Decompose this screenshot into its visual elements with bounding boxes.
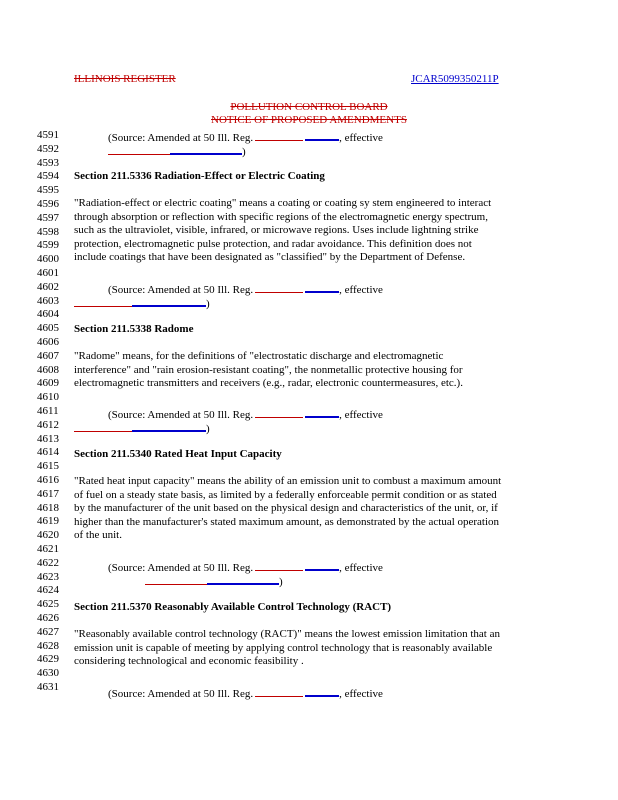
register-code: JCAR5099350211P <box>411 73 499 85</box>
source-close: ) <box>242 146 246 158</box>
line-number: 4621 <box>37 543 59 555</box>
line-number: 4630 <box>37 667 59 680</box>
source-continuation: ) <box>74 295 210 312</box>
section-body <box>74 628 544 669</box>
line-number: 4624 <box>37 584 59 597</box>
line-number: 4591 <box>37 129 59 141</box>
line-number: 4618 <box>37 501 59 514</box>
line-number: 4600 <box>37 253 59 266</box>
line-number: 4620 <box>37 529 59 542</box>
line-number: 4598 <box>37 225 59 238</box>
line-number: 4631 <box>37 681 59 693</box>
source-note: (Source: Amended at 50 Ill. Reg. , effective <box>108 281 383 298</box>
body-line: by the manufacturer of the unit based on the physical design and characteristics of the unit, or, if <box>74 502 498 515</box>
line-number: 4622 <box>37 556 59 569</box>
body-line: through absorption or reflection with specific regions of the electromagnetic energy spectrum, <box>74 210 488 223</box>
body-line: of the unit. <box>74 529 122 542</box>
line-number: 4602 <box>37 280 59 293</box>
section-heading: Section 211.5370 Reasonably Available Control Technology (RACT) <box>74 601 392 613</box>
body-line: of fuel on a steady state basis, as limited by a federally enforceable permit condition or as stated <box>74 488 497 501</box>
source-continuation <box>108 143 246 160</box>
section-heading: Section 211.5336 Radiation-Effect or Electric Coating <box>74 170 325 182</box>
line-number: 4597 <box>37 211 59 224</box>
body-line: "Radome" means, for the definitions of "electrostatic discharge and electromagnetic <box>74 350 444 362</box>
line-number: 4594 <box>37 170 59 183</box>
body-line: "Rated heat input capacity" means the ability of an emission unit to combust a maximum amount <box>74 475 502 487</box>
notice-title: NOTICE OF PROPOSED AMENDMENTS <box>211 114 407 126</box>
body-line: such as the ultraviolet, visible, infrared, or microwave regions. Uses include lightning strike <box>74 224 479 237</box>
line-number: 4609 <box>37 377 59 390</box>
line-number: 4626 <box>37 612 59 624</box>
line-number: 4617 <box>37 487 59 500</box>
line-number: 4615 <box>37 460 59 473</box>
line-number: 4606 <box>37 336 59 348</box>
body-line: include coatings that have been designated as "classified" by the Department of Defense. <box>74 251 466 264</box>
source-continuation: ) <box>74 420 210 437</box>
line-number: 4604 <box>37 308 59 321</box>
body-line: higher than the manufacturer's stated maximum amount, as demonstrated by the actual operation <box>74 515 500 528</box>
line-number: 4629 <box>37 653 59 666</box>
line-number: 4610 <box>37 391 59 404</box>
body-line: considering technological and economic feasibility . <box>74 655 304 668</box>
line-number: 4596 <box>37 198 59 210</box>
body-line: "Reasonably available control technology (RACT)" means the lowest emission limitation that an <box>74 628 500 640</box>
section-body <box>74 350 544 391</box>
line-number: 4607 <box>37 349 59 362</box>
line-number: 4592 <box>37 142 59 155</box>
source-continuation: ) <box>145 573 283 590</box>
line-number: 4603 <box>37 294 59 307</box>
body-line: interference" and "rain erosion-resistant coating", the nonmetallic protective housing for <box>74 363 463 376</box>
line-number: 4593 <box>37 156 59 169</box>
section-heading: Section 211.5340 Rated Heat Input Capacity <box>74 448 282 460</box>
volume-blank <box>255 130 303 141</box>
source-prefix: (Source: Amended at 50 Ill. Reg. <box>108 132 254 144</box>
body-line: emission unit is capable of meeting by applying control technology that is reasonably available <box>74 641 493 654</box>
section-body <box>74 475 544 543</box>
line-number: 4625 <box>37 598 59 611</box>
line-number: 4613 <box>37 432 59 445</box>
source-effective: , effective <box>339 132 383 144</box>
page-blank <box>305 129 339 141</box>
body-line: electromagnetic transmitters and receivers (e.g., radar, electronic countermeasures, etc.). <box>74 377 463 390</box>
source-note: (Source: Amended at 50 Ill. Reg. , effective <box>108 559 383 576</box>
line-number: 4619 <box>37 515 59 528</box>
line-number: 4612 <box>37 418 59 431</box>
body-line: "Radiation-effect or electric coating" means a coating or coating sy stem engineered to interact <box>74 197 492 209</box>
line-number: 4614 <box>37 446 59 459</box>
body-line: protection, electromagnetic pulse protection, and radar avoidance. This definition does not <box>74 237 472 250</box>
register-title: ILLINOIS REGISTER <box>74 73 176 85</box>
line-number: 4627 <box>37 625 59 638</box>
line-number: 4623 <box>37 570 59 583</box>
line-number: 4616 <box>37 474 59 486</box>
line-number: 4599 <box>37 239 59 252</box>
line-number: 4595 <box>37 184 59 197</box>
source-note: (Source: Amended at 50 Ill. Reg. , effective <box>108 685 383 702</box>
line-number: 4608 <box>37 363 59 376</box>
line-number: 4628 <box>37 639 59 652</box>
line-number: 4611 <box>37 405 59 417</box>
board-title: POLLUTION CONTROL BOARD <box>230 101 388 113</box>
source-note: (Source: Amended at 50 Ill. Reg. , effective <box>108 406 383 423</box>
section-heading: Section 211.5338 Radome <box>74 323 194 335</box>
line-number: 4605 <box>37 322 59 335</box>
line-number: 4601 <box>37 267 59 279</box>
section-body <box>74 197 544 265</box>
